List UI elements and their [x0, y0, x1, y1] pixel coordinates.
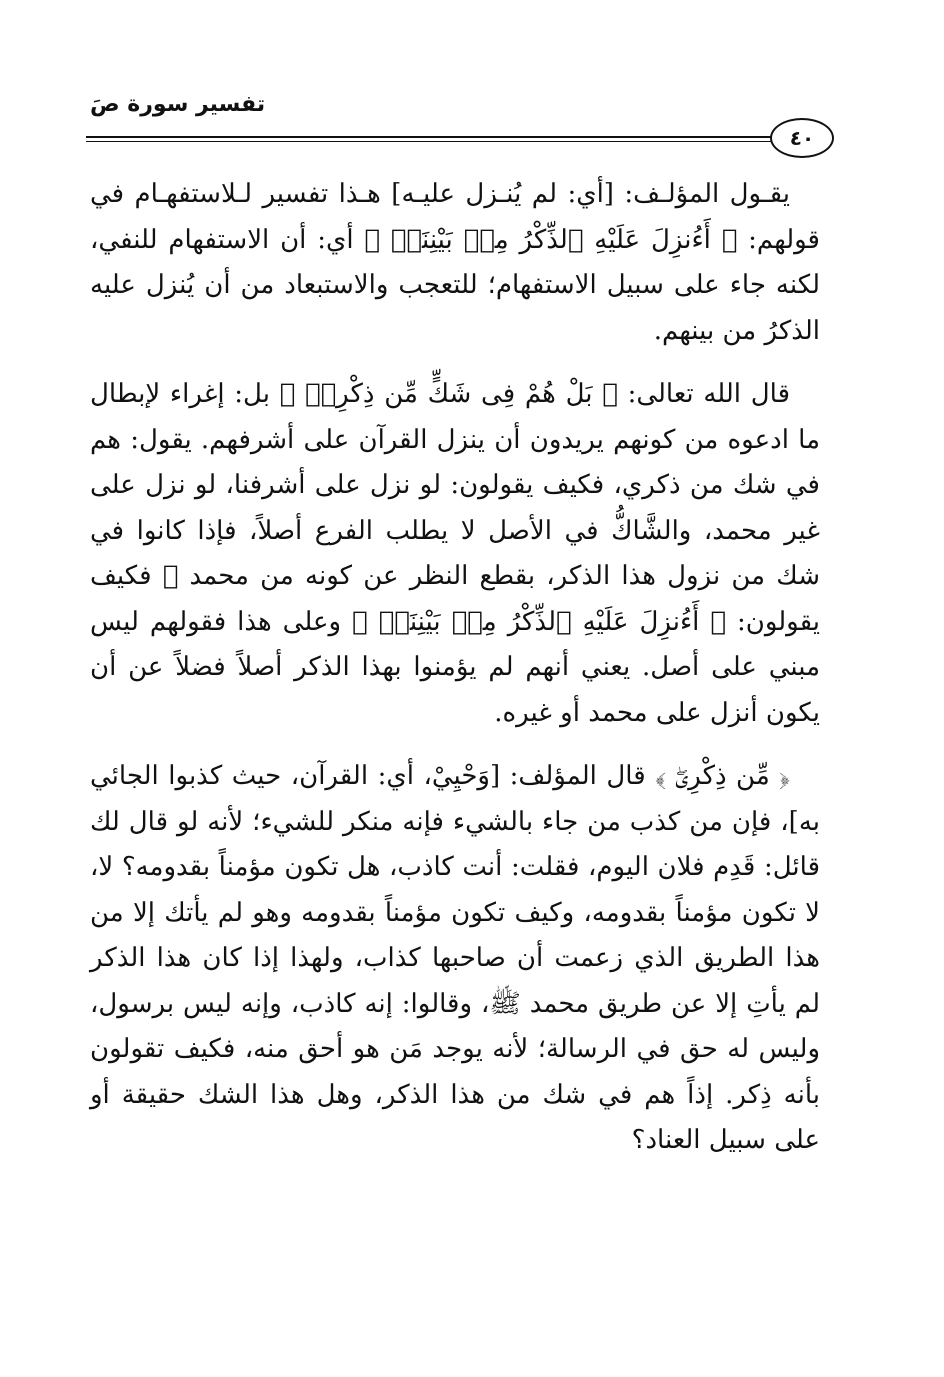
page-number: ٤٠ — [770, 118, 834, 158]
book-title: تفسير سورة صَ — [90, 92, 266, 117]
paragraph-2: قال الله تعالى: ﴿ بَلْ هُمْ فِى شَكٍّ مِّن ذِكْرِىۖ ﴾ بل: إغراء لإبطال ما ادعوه من كونهم يريدون أن ينزل القرآن على أشرفهم. يقول: هم في شك من ذكري، فكيف يقولون: لو نزل على أشرفنا، لو نزل على غير محمد، والشَّاكُّ في الأصل لا يطلب الفرع أصلاً، فإذا كانوا في شك من نزول هذا الذكر، بقطع النظر عن كونه من محمد ﷺ فكيف يقولون: ﴿ أَءُنزِلَ عَلَيْهِ ٱلذِّكْرُ مِنۢ بَيْنِنَاۚ ﴾ وعلى هذا فقولهم ليس مبني على أصل. يعني أنهم لم يؤمنوا بهذا الذكر أصلاً فضلاً عن أن يكون أنزل على محمد أو غيره. — [90, 379, 820, 728]
page-body — [90, 172, 820, 1182]
paragraph-1: يقـول المؤلـف: [أي: لم يُنـزل عليـه] هـذا تفسير لـلاستفهـام في قولهم: ﴿ أَءُنزِلَ عَلَيْهِ ٱلذِّكْرُ مِنۢ بَيْنِنَاۚ ﴾ أي: أن الاستفهام للنفي، لكنه جاء على سبيل الاستفهام؛ للتعجب والاستبعاد من أن يُنزل عليه الذكرُ من بينهم. — [90, 179, 820, 346]
paragraph-3: ﴿ مِّن ذِكْرِىۖ ﴾ قال المؤلف: [وَحْيِيْ، أي: القرآن، حيث كذبوا الجائي به]، فإن من كذب من جاء بالشيء فإنه منكر للشيء؛ لأنه لو قال لك قائل: قَدِم فلان اليوم، فقلت: أنت كاذب، هل تكون مؤمناً بقدومه؟ لا، لا تكون مؤمناً بقدومه، وكيف تكون مؤمناً بقدومه وهو لم يأتك إلا من هذا الطريق الذي زعمت أن صاحبها كذاب، ولهذا إذا كان هذا الذكر لم يأتِ إلا عن طريق محمد ﷺ، وقالوا: إنه كاذب، وإنه ليس برسول، وليس له حق في الرسالة؛ لأنه يوجد مَن هو أحق منه، فكيف تقولون بأنه ذِكر. إذاً هم في شك من هذا الذكر، وهل هذا الشك حقيقة أو على سبيل العناد؟ — [90, 761, 820, 1155]
page-header — [0, 0, 944, 160]
header-rule — [86, 136, 821, 142]
